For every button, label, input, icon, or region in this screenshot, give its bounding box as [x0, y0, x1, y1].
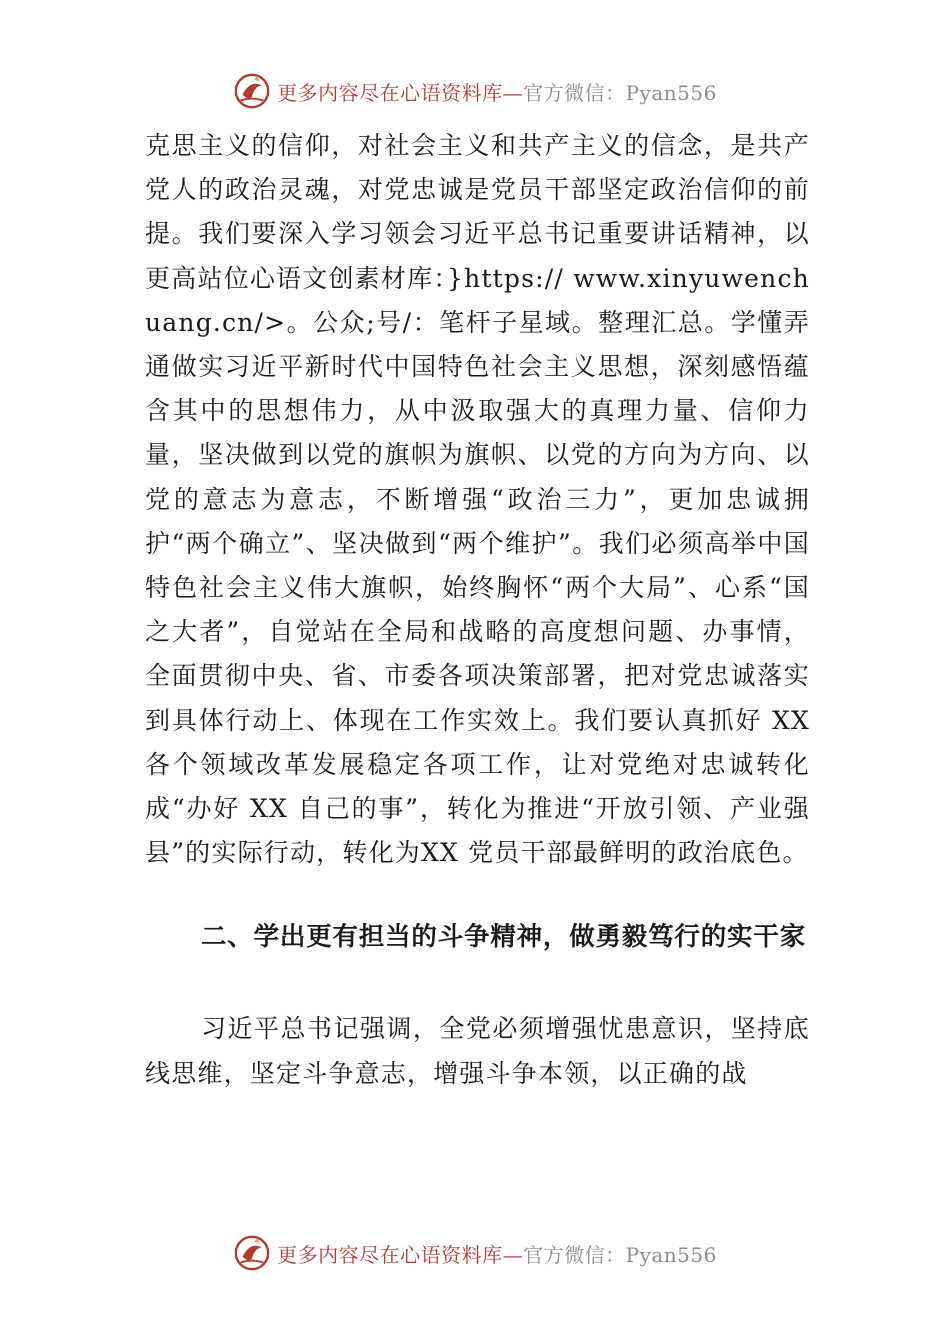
watermark-prefix: 更多内容尽在心语资料库— [277, 80, 524, 105]
section-heading: 二、学出更有担当的斗争精神，做勇毅笃行的实干家 [201, 922, 806, 953]
xinyu-logo-icon [233, 1234, 271, 1272]
watermark-text [277, 77, 717, 106]
body-paragraph: 习近平总书记强调，全党必须增强忧患意识，坚持底线思维，坚定斗争意志，增强斗争本领，以正确的战 [145, 1014, 810, 1088]
watermark-text [277, 1239, 717, 1268]
document-body [145, 124, 810, 1096]
watermark-suffix: 官方微信：Pyan556 [523, 80, 717, 105]
footer-watermark [0, 1228, 950, 1278]
xinyu-logo-icon [233, 72, 271, 110]
watermark-suffix: 官方微信：Pyan556 [523, 1242, 717, 1267]
watermark-prefix: 更多内容尽在心语资料库— [277, 1242, 524, 1267]
header-watermark [0, 66, 950, 116]
body-paragraph: 克思主义的信仰，对社会主义和共产主义的信念，是共产党人的政治灵魂，对党忠诚是党员干部坚定政治信仰的前提。我们要深入学习领会习近平总书记重要讲话精神，以更高站位心语文创素材库：}https:// www.xinyuwenchuang.cn/>。公众;号/：笔杆子星域。整理汇总。学懂弄通做实习近平新时代中国特色社会主义思想，深刻感悟蕴含其中的思想伟力，从中汲取强大的真理力量、信仰力量，坚决做到以党的旗帜为旗帜、以党的方向为方向、以党的意志为意志，不断增强“政治三力”，更加忠诚拥护“两个确立”、坚决做到“两个维护”。我们必须高举中国特色社会主义伟大旗帜，始终胸怀“两个大局”、心系“国之大者”，自觉站在全局和战略的高度想问题、办事情，全面贯彻中央、省、市委各项决策部署，把对党忠诚落实到具体行动上、体现在工作实效上。我们要认真抓好 XX 各个领域改革发展稳定各项工作，让对党绝对忠诚转化成“办好 XX 自己的事”，转化为推进“开放引领、产业强县”的实际行动，转化为XX 党员干部最鲜明的政治底色。 [145, 131, 810, 868]
